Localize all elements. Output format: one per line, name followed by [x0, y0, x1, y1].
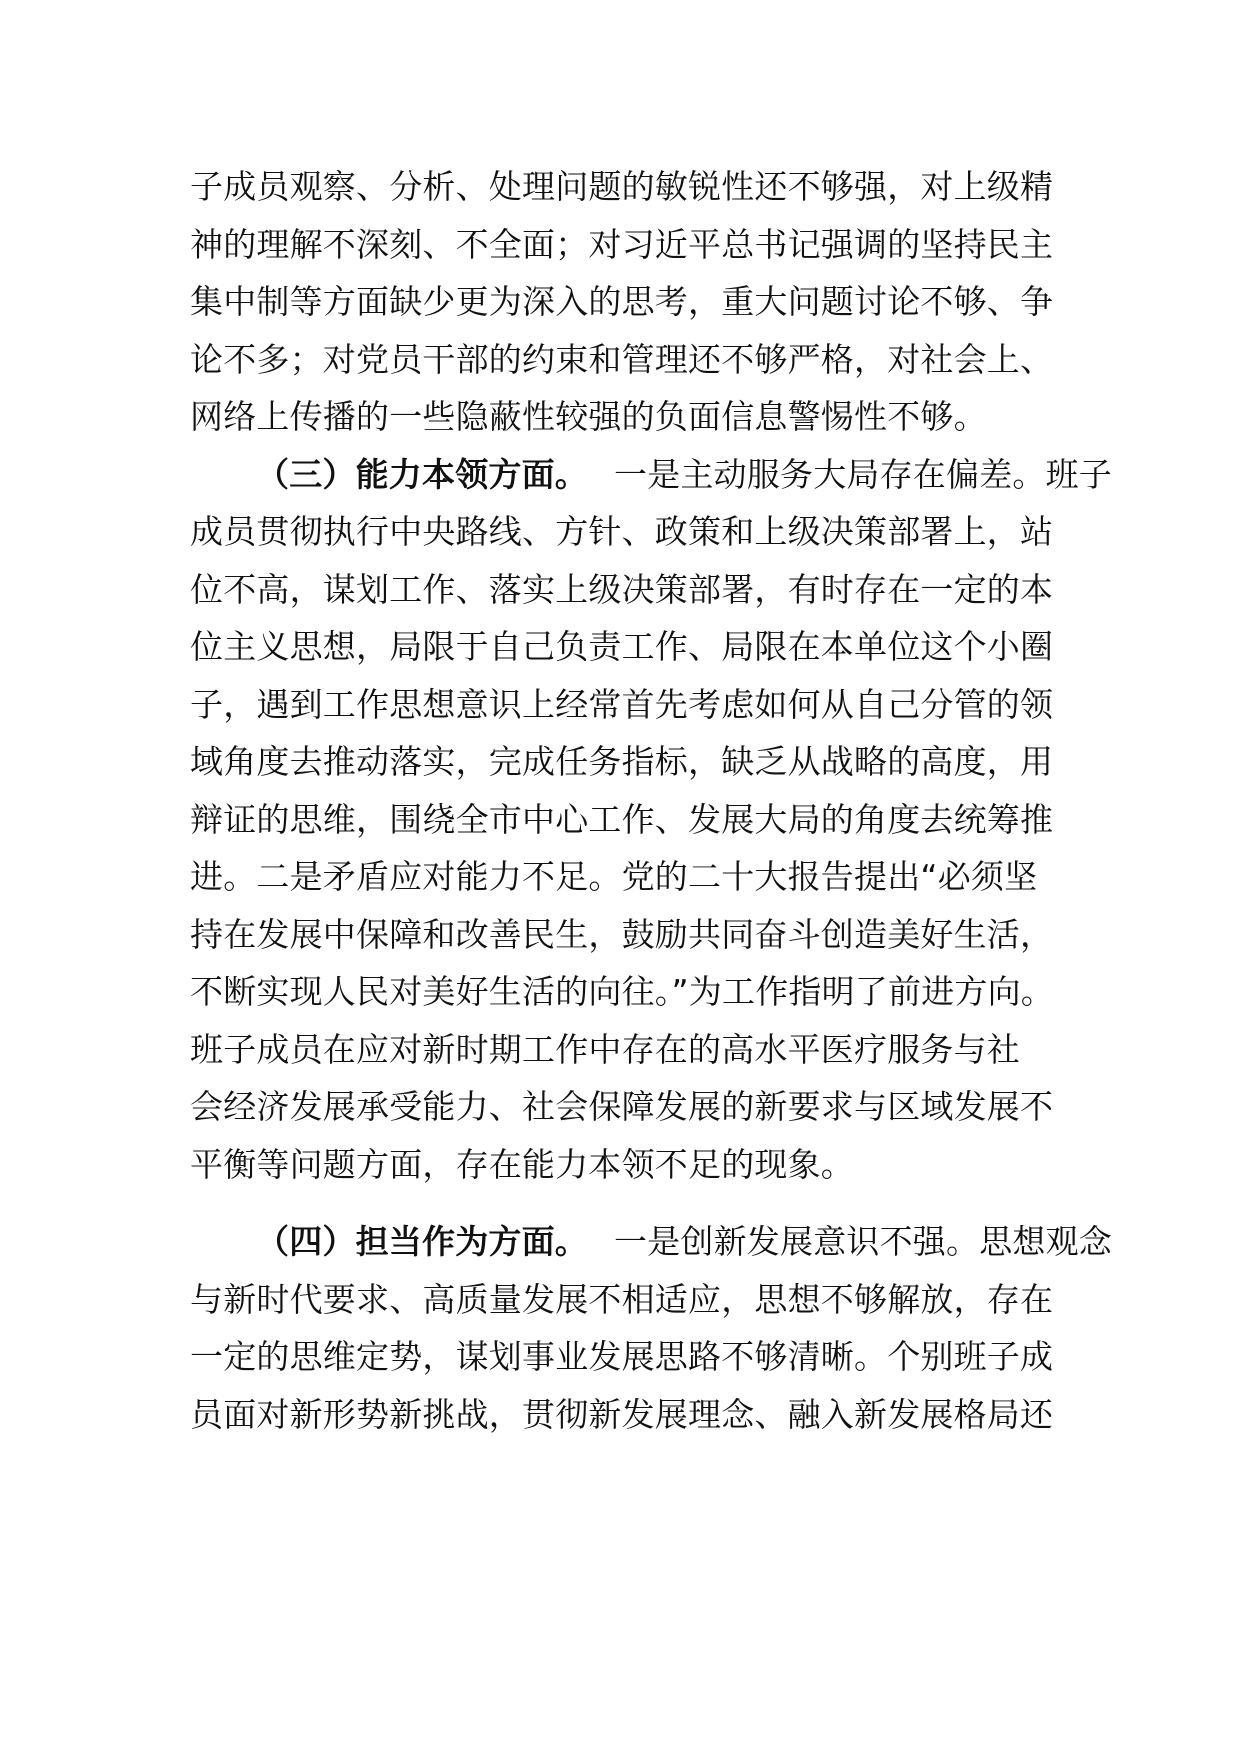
text-line: 员面对新形势新挑战，贯彻新发展理念、融入新发展格局还: [190, 1394, 1054, 1434]
text-line: 不断实现人民对美好生活的向往。”为工作指明了前进方向。: [190, 972, 1054, 1011]
text-line: 子，遇到工作思想意识上经常首先考虑如何从自己分管的领: [190, 684, 1054, 724]
section-lead-text: 一是主动服务大局存在偏差。班子: [614, 454, 1112, 494]
section-responsibility: [190, 1213, 1112, 1443]
section-heading: （三）能力本领方面。: [256, 454, 588, 494]
text-line: 班子成员在应对新时期工作中存在的高水平医疗服务与社: [190, 1029, 1020, 1069]
text-line: 子成员观察、分析、处理问题的敏锐性还不够强，对上级精: [190, 167, 1054, 206]
section-first-line: [190, 1213, 1112, 1271]
section-lead-text: 一是创新发展意识不强。思想观念: [614, 1222, 1112, 1261]
text-line: 成员贯彻执行中央路线、方针、政策和上级决策部署上，站: [190, 512, 1054, 551]
section-heading: （四）担当作为方面。: [256, 1222, 588, 1261]
text-line: 位主义思想，局限于自己负责工作、局限在本单位这个小圈: [190, 627, 1054, 666]
text-line: 神的理解不深刻、不全面；对习近平总书记强调的坚持民主: [190, 224, 1054, 264]
text-line: 进。二是矛盾应对能力不足。党的二十大报告提出“必须坚: [190, 857, 1038, 896]
text-line: 辩证的思维，围绕全市中心工作、发展大局的角度去统筹推: [190, 799, 1054, 839]
paragraph-continued: [190, 158, 1070, 446]
text-line: 位不高，谋划工作、落实上级决策部署，有时存在一定的本: [190, 569, 1054, 609]
text-line: 集中制等方面缺少更为深入的思考，重大问题讨论不够、争: [190, 282, 1054, 321]
text-line: 会经济发展承受能力、社会保障发展的新要求与区域发展不: [190, 1087, 1054, 1126]
text-line: 一定的思维定势，谋划事业发展思路不够清晰。个别班子成: [190, 1337, 1054, 1376]
text-line: 持在发展中保障和改善民生，鼓励共同奋斗创造美好生活，: [190, 914, 1054, 954]
text-line: 网络上传播的一些隐蔽性较强的负面信息警惕性不够。: [190, 397, 987, 436]
document-page: [190, 158, 1112, 1443]
text-line: 与新时代要求、高质量发展不相适应，思想不够解放，存在: [190, 1279, 1054, 1319]
section-ability: [190, 446, 1112, 1194]
section-first-line: [190, 446, 1112, 504]
text-line: 论不多；对党员干部的约束和管理还不够严格，对社会上、: [190, 339, 1054, 379]
text-line: 平衡等问题方面，存在能力本领不足的现象。: [190, 1144, 854, 1184]
text-line: 域角度去推动落实，完成任务指标，缺乏从战略的高度，用: [190, 742, 1054, 781]
